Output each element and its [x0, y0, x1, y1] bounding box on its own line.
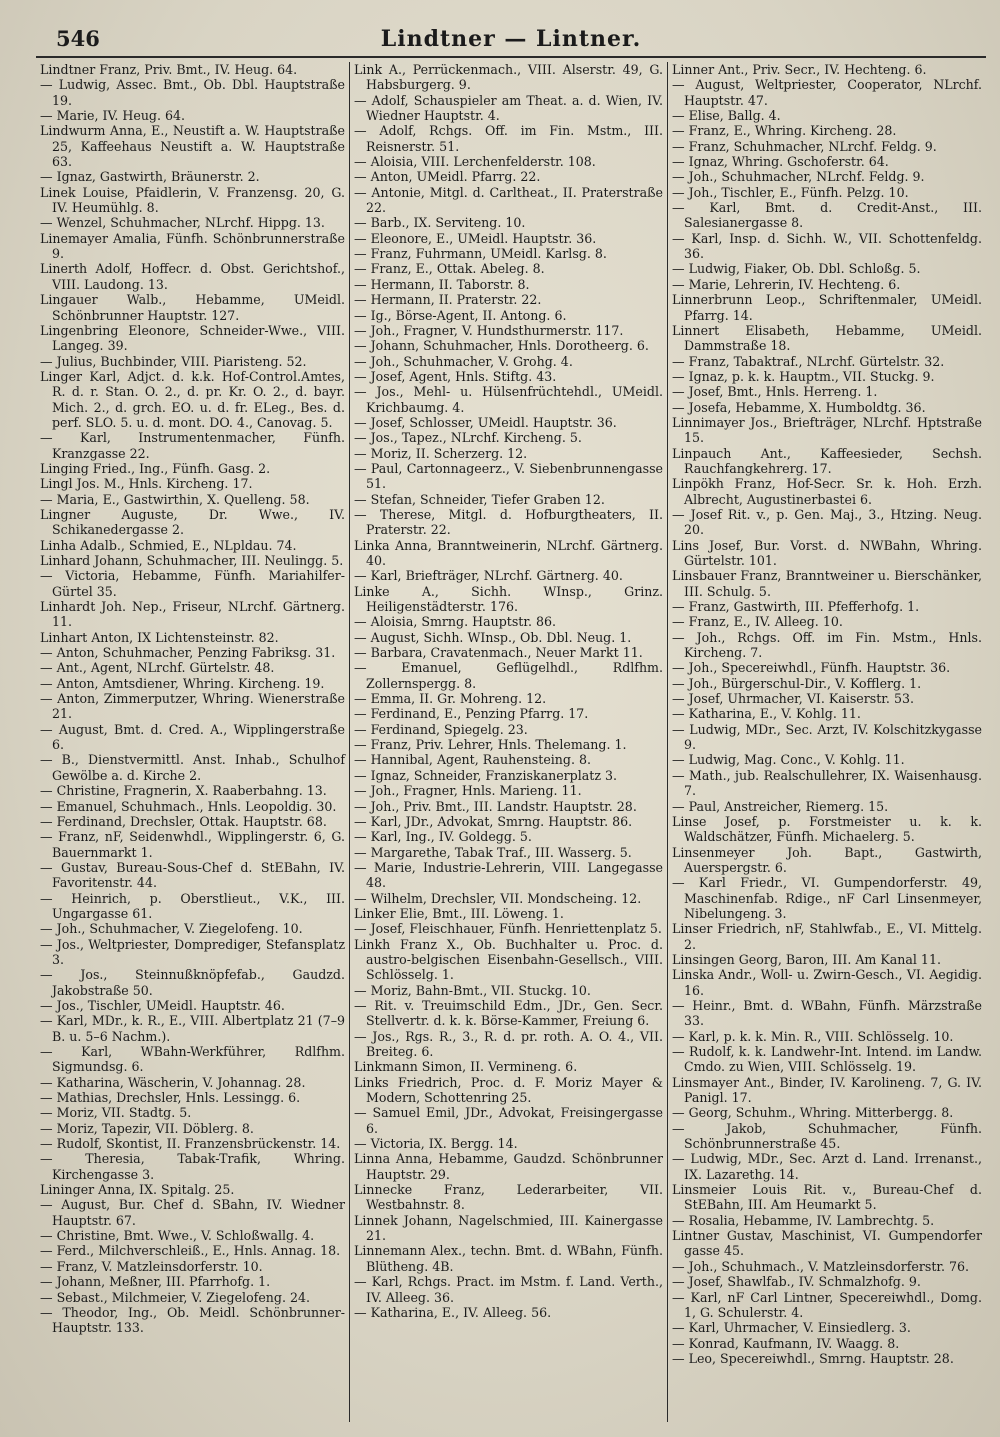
directory-entry: — August, Bmt. d. Cred. A., Wipplingerstraße 6.: [40, 721, 345, 753]
directory-entry: — Karl, JDr., Advokat, Smrng. Hauptstr. 86.: [354, 813, 633, 829]
directory-columns: [36, 62, 986, 1422]
directory-entry-surname: Linna Anna, Hebamme, Gaudzd. Schönbrunner Hauptstr. 29.: [354, 1151, 663, 1182]
directory-entry-surname: Linnimayer Jos., Briefträger, NLrchf. Hptstraße 15.: [672, 414, 982, 446]
directory-entry: — Moriz, II. Scherzerg. 12.: [354, 445, 528, 461]
directory-entry-surname: Linger Karl, Adjct. d. k.k. Hof-Control.Amtes, R. d. r. Stan. O. 2., d. pr. Kr. O. 2., d. bayr. Mich. 2., d. grch. EO. u. d. fr. ELeg., Bes. d. perf. SLO. 5. u. d. mont. DO. 4., Canovag. 5.: [40, 368, 345, 430]
directory-entry: — Victoria, Hebamme, Fünfh. Mariahilfer-Gürtel 35.: [40, 568, 345, 599]
directory-entry: — Franz, nF, Seidenwhdl., Wipplingerstr. 6, G. Bauernmarkt 1.: [40, 829, 345, 860]
directory-entry: — Elise, Ballg. 4.: [672, 108, 781, 124]
directory-entry: — Jos., Rgs. R., 3., R. d. pr. roth. A. O. 4., VII. Breiteg. 6.: [354, 1028, 663, 1059]
directory-entry-surname: Linska Andr., Woll- u. Zwirn-Gesch., VI. Aegidig. 16.: [672, 967, 982, 998]
directory-entry-surname: Linhart Anton, IX Lichtensteinstr. 82.: [40, 629, 279, 645]
directory-entry: — Ludwig, Assec. Bmt., Ob. Dbl. Hauptstraße 19.: [40, 77, 345, 108]
directory-entry: — Heinr., Bmt. d. WBahn, Fünfh. Märzstraße 33.: [672, 997, 982, 1029]
directory-entry: — Gustav, Bureau-Sous-Chef d. StEBahn, IV. Favoritenstr. 44.: [40, 859, 345, 891]
directory-entry: — Ferd., Milchverschleiß., E., Hnls. Annag. 18.: [40, 1243, 341, 1259]
directory-entry: — Joh., Specereiwhdl., Fünfh. Hauptstr. 36.: [672, 660, 951, 676]
directory-entry: — Georg, Schuhm., Whring. Mitterbergg. 8.: [672, 1105, 954, 1121]
directory-entry: — Josef, Bmt., Hnls. Herreng. 1.: [672, 384, 878, 400]
directory-entry: — Anton, Zimmerputzer, Whring. Wienerstraße 21.: [40, 691, 345, 722]
directory-entry: — Karl, p. k. k. Min. R., VIII. Schlösselg. 10.: [672, 1028, 954, 1044]
directory-entry: — Joh., Rchgs. Off. im Fin. Mstm., Hnls. Kircheng. 7.: [672, 629, 982, 661]
directory-entry: — Ferdinand, E., Penzing Pfarrg. 17.: [354, 706, 589, 722]
column-3: [667, 62, 986, 1422]
directory-entry-surname: Linsmeier Louis Rit. v., Bureau-Chef d. StEBahn, III. Am Heumarkt 5.: [672, 1182, 982, 1213]
page-number: 546: [56, 26, 100, 51]
directory-entry-surname: Linnek Johann, Nagelschmied, III. Kainergasse 21.: [354, 1212, 663, 1244]
directory-entry-surname: Link A., Perrückenmach., VIII. Alserstr. 49, G. Habsburgerg. 9.: [354, 62, 663, 93]
directory-entry: — Emma, II. Gr. Mohreng. 12.: [354, 691, 547, 707]
directory-entry-surname: Lindtner Franz, Priv. Bmt., IV. Heug. 64.: [40, 62, 298, 77]
directory-entry-surname: Linerth Adolf, Hoffecr. d. Obst. Gerichtshof., VIII. Laudong. 13.: [40, 261, 345, 292]
directory-entry-surname: Linkh Franz X., Ob. Buchhalter u. Proc. d. austro-belgischen Eisenbahn-Gesellsch., VIII. Schlösselg. 1.: [354, 936, 663, 983]
directory-entry: — Moriz, VII. Stadtg. 5.: [40, 1105, 192, 1121]
directory-entry-surname: Linsingen Georg, Baron, III. Am Kanal 11.: [672, 951, 941, 967]
directory-entry: — Rudolf, Skontist, II. Franzensbrückenstr. 14.: [40, 1136, 341, 1152]
directory-entry-surname: Linnerbrunn Leop., Schriftenmaler, UMeidl. Pfarrg. 14.: [672, 292, 982, 323]
directory-entry: — Franz, Schuhmacher, NLrchf. Feldg. 9.: [672, 138, 937, 154]
running-title: Lindtner — Lintner.: [380, 26, 642, 52]
page-header: [36, 22, 986, 58]
directory-entry: — August, Bur. Chef d. SBahn, IV. Wiedner Hauptstr. 67.: [40, 1197, 345, 1228]
directory-entry: — Rosalia, Hebamme, IV. Lambrechtg. 5.: [672, 1212, 935, 1228]
directory-entry: — Ignaz, p. k. k. Hauptm., VII. Stuckg. 9.: [672, 368, 935, 384]
directory-entry: — Karl, Rchgs. Pract. im Mstm. f. Land. Verth., IV. Alleeg. 36.: [354, 1274, 663, 1305]
directory-entry: — Katharina, E., V. Kohlg. 11.: [672, 706, 861, 722]
directory-entry: — Josef, Uhrmacher, VI. Kaiserstr. 53.: [672, 691, 914, 707]
directory-entry: — Joh., Schuhmacher, V. Grohg. 4.: [354, 353, 573, 369]
directory-entry-surname: Linser Friedrich, nF, Stahlwfab., E., VI. Mittelg. 2.: [672, 921, 982, 952]
directory-entry: — Hermann, II. Praterstr. 22.: [354, 292, 542, 308]
directory-entry: — Hannibal, Agent, Rauhensteing. 8.: [354, 752, 591, 768]
directory-entry: — Jos., Tapez., NLrchf. Kircheng. 5.: [354, 430, 582, 446]
directory-entry: — Joh., Schuhmacher, NLrchf. Feldg. 9.: [672, 169, 925, 185]
directory-entry: — Jakob, Schuhmacher, Fünfh. Schönbrunnerstraße 45.: [672, 1120, 982, 1152]
directory-entry: — Franz, E., Ottak. Abeleg. 8.: [354, 261, 545, 277]
directory-entry: — Karl, Uhrmacher, V. Einsiedlerg. 3.: [672, 1320, 911, 1336]
directory-entry: — Rudolf, k. k. Landwehr-Int. Intend. im Landw. Cmdo. zu Wien, VIII. Schlösselg. 19.: [672, 1044, 982, 1075]
directory-entry-surname: Lininger Anna, IX. Spitalg. 25.: [40, 1182, 235, 1198]
directory-entry-surname: Linemayer Amalia, Fünfh. Schönbrunnerstraße 9.: [40, 230, 345, 262]
directory-entry: — Marie, IV. Heug. 64.: [40, 108, 186, 124]
directory-entry: — Ludwig, Mag. Conc., V. Kohlg. 11.: [672, 752, 905, 768]
directory-entry: — Ignaz, Schneider, Franziskanerplatz 3.: [354, 767, 617, 783]
directory-entry: — Therese, Mitgl. d. Hofburgtheaters, II. Praterstr. 22.: [354, 506, 663, 538]
directory-entry: — Franz, Gastwirth, III. Pfefferhofg. 1.: [672, 599, 920, 615]
directory-entry: — Heinrich, p. Oberstlieut., V.K., III. Ungargasse 61.: [40, 890, 345, 921]
directory-entry: — August, Sichh. WInsp., Ob. Dbl. Neug. 1.: [354, 629, 632, 645]
directory-entry: — Karl, Insp. d. Sichh. W., VII. Schottenfeldg. 36.: [672, 230, 982, 262]
directory-entry: — Sebast., Milchmeier, V. Ziegelofeng. 24.: [40, 1289, 310, 1305]
directory-entry: — Ludwig, Fiaker, Ob. Dbl. Schloßg. 5.: [672, 261, 921, 277]
directory-entry: — Adolf, Schauspieler am Theat. a. d. Wien, IV. Wiedner Hauptstr. 4.: [354, 92, 663, 124]
directory-entry: — Ferdinand, Drechsler, Ottak. Hauptstr. 68.: [40, 813, 327, 829]
directory-entry-surname: Lins Josef, Bur. Vorst. d. NWBahn, Whring. Gürtelstr. 101.: [672, 537, 982, 568]
directory-entry: — Jos., Mehl- u. Hülsenfrüchtehdl., UMeidl. Krichbaumg. 4.: [354, 384, 663, 415]
directory-entry: — Josef, Schlosser, UMeidl. Hauptstr. 36.: [354, 414, 617, 430]
directory-entry: — Ludwig, MDr., Sec. Arzt d. Land. Irrenanst., IX. Lazarethg. 14.: [672, 1151, 982, 1182]
directory-entry: — Marie, Lehrerin, IV. Hechteng. 6.: [672, 276, 901, 292]
directory-entry: — Moriz, Tapezir, VII. Döblerg. 8.: [40, 1120, 254, 1136]
directory-entry-surname: Linsbauer Franz, Branntweiner u. Bierschänker, III. Schulg. 5.: [672, 568, 982, 599]
directory-entry: — Jos., Steinnußknöpfefab., Gaudzd. Jakobstraße 50.: [40, 967, 345, 998]
column-1: [36, 62, 349, 1422]
directory-entry: — Franz, Priv. Lehrer, Hnls. Thelemang. 1.: [354, 737, 627, 753]
directory-entry: — Julius, Buchbinder, VIII. Piaristeng. 52.: [40, 353, 307, 369]
directory-entry: — Jos., Tischler, UMeidl. Hauptstr. 46.: [40, 997, 285, 1013]
directory-entry-surname: Lingl Jos. M., Hnls. Kircheng. 17.: [40, 476, 253, 492]
directory-entry: — Konrad, Kaufmann, IV. Waagg. 8.: [672, 1335, 900, 1351]
directory-entry-surname: Linging Fried., Ing., Fünfh. Gasg. 2.: [40, 460, 271, 476]
directory-entry: — Margarethe, Tabak Traf., III. Wasserg. 5.: [354, 844, 632, 860]
directory-entry: — Karl, WBahn-Werkführer, Rdlfhm. Sigmundsg. 6.: [40, 1044, 345, 1075]
directory-entry-surname: Linnert Elisabeth, Hebamme, UMeidl. Dammstraße 18.: [672, 322, 982, 354]
directory-entry: — Theresia, Tabak-Trafik, Whring. Kirchengasse 3.: [40, 1151, 345, 1182]
directory-entry: — Wilhelm, Drechsler, VII. Mondscheing. 12.: [354, 890, 642, 906]
directory-entry: — Joh., Priv. Bmt., III. Landstr. Hauptstr. 28.: [354, 798, 637, 814]
directory-entry: — Josefa, Hebamme, X. Humboldtg. 36.: [672, 399, 926, 415]
directory-entry: — Emanuel, Schuhmach., Hnls. Leopoldig. 30.: [40, 798, 337, 814]
directory-entry: — Adolf, Rchgs. Off. im Fin. Mstm., III. Reisnerstr. 51.: [354, 123, 663, 154]
directory-entry: — Math., jub. Realschullehrer, IX. Waisenhausg. 7.: [672, 767, 982, 799]
directory-entry-surname: Linsmayer Ant., Binder, IV. Karolineng. 7, G. IV. Panigl. 17.: [672, 1074, 982, 1106]
directory-entry: — August, Weltpriester, Cooperator, NLrchf. Hauptstr. 47.: [672, 77, 982, 108]
directory-entry-surname: Linha Adalb., Schmied, E., NLpldau. 74.: [40, 537, 297, 553]
directory-entry: — Leo, Specereiwhdl., Smrng. Hauptstr. 28.: [672, 1350, 954, 1366]
directory-entry: — Christine, Fragnerin, X. Raaberbahng. 13.: [40, 783, 327, 799]
directory-entry: — Jos., Weltpriester, Domprediger, Stefansplatz 3.: [40, 936, 345, 967]
directory-entry: — Barbara, Cravatenmach., Neuer Markt 11.: [354, 645, 643, 661]
directory-entry: — Karl, Bmt. d. Credit-Anst., III. Salesianergasse 8.: [672, 200, 982, 231]
directory-entry-surname: Lingner Auguste, Dr. Wwe., IV. Schikanedergasse 2.: [40, 506, 345, 538]
directory-entry: — Aloisia, VIII. Lerchenfelderstr. 108.: [354, 154, 596, 170]
directory-entry: — Paul, Anstreicher, Riemerg. 15.: [672, 798, 889, 814]
directory-entry: — Ant., Agent, NLrchf. Gürtelstr. 48.: [40, 660, 275, 676]
directory-entry: — Paul, Cartonnageerz., V. Siebenbrunnengasse 51.: [354, 460, 663, 492]
directory-entry: — Joh., Fragner, V. Hundsthurmerstr. 117.: [354, 322, 624, 338]
directory-entry: — Aloisia, Smrng. Hauptstr. 86.: [354, 614, 557, 630]
directory-entry: — Emanuel, Geflügelhdl., Rdlfhm. Zollernspergg. 8.: [354, 660, 663, 691]
directory-entry: — Karl, Instrumentenmacher, Fünfh. Kranzgasse 22.: [40, 430, 345, 461]
directory-entry: — Maria, E., Gastwirthin, X. Quelleng. 58.: [40, 491, 310, 507]
directory-entry: — Josef, Agent, Hnls. Stiftg. 43.: [354, 368, 557, 384]
directory-entry-surname: Linpökh Franz, Hof-Secr. Sr. k. Hoh. Erzh. Albrecht, Augustinerbastei 6.: [672, 476, 982, 507]
directory-entry: — Victoria, IX. Bergg. 14.: [354, 1136, 518, 1152]
directory-entry-surname: Linke A., Sichh. WInsp., Grinz. Heiligenstädterstr. 176.: [354, 583, 663, 615]
directory-entry: — Hermann, II. Taborstr. 8.: [354, 276, 530, 292]
directory-entry-surname: Linkmann Simon, II. Vermineng. 6.: [354, 1059, 578, 1075]
directory-entry: — Karl, Ing., IV. Goldegg. 5.: [354, 829, 532, 845]
directory-entry: — Stefan, Schneider, Tiefer Graben 12.: [354, 491, 605, 507]
directory-entry: — Christine, Bmt. Wwe., V. Schloßwallg. 4.: [40, 1228, 315, 1244]
directory-entry: — Marie, Industrie-Lehrerin, VIII. Langegasse 48.: [354, 859, 663, 891]
directory-entry: — Karl Friedr., VI. Gumpendorferstr. 49, Maschinenfab. Rdige., nF Carl Linsenmeyer, Nibelungeng. 3.: [672, 875, 982, 921]
directory-entry: — Franz, Fuhrmann, UMeidl. Karlsg. 8.: [354, 246, 607, 262]
column-2: [349, 62, 667, 1422]
directory-entry-surname: Linse Josef, p. Forstmeister u. k. k. Waldschätzer, Fünfh. Michaelerg. 5.: [672, 813, 982, 845]
directory-entry: — Ignaz, Gastwirth, Bräunerstr. 2.: [40, 169, 260, 185]
directory-entry-surname: Linnemann Alex., techn. Bmt. d. WBahn, Fünfh. Blütheng. 4B.: [354, 1243, 663, 1274]
directory-entry: — B., Dienstvermittl. Anst. Inhab., Schulhof Gewölbe a. d. Kirche 2.: [40, 752, 345, 783]
directory-entry: — Johann, Meßner, III. Pfarrhofg. 1.: [40, 1274, 271, 1290]
directory-entry-surname: Linek Louise, Pfaidlerin, V. Franzensg. 20, G. IV. Heumühlg. 8.: [40, 184, 345, 216]
directory-entry-surname: Linker Elie, Bmt., III. Löweng. 1.: [354, 905, 564, 921]
directory-entry: — Eleonore, E., UMeidl. Hauptstr. 36.: [354, 230, 597, 246]
directory-entry: — Johann, Schuhmacher, Hnls. Dorotheerg. 6.: [354, 338, 649, 354]
directory-entry: — Katharina, E., IV. Alleeg. 56.: [354, 1304, 552, 1320]
directory-entry: — Joh., Fragner, Hnls. Marieng. 11.: [354, 783, 582, 799]
directory-entry: — Ignaz, Whring. Gschoferstr. 64.: [672, 154, 889, 170]
directory-entry: — Joh., Tischler, E., Fünfh. Pelzg. 10.: [672, 184, 909, 200]
directory-entry: — Karl, MDr., k. R., E., VIII. Albertplatz 21 (7–9 B. u. 5–6 Nachm.).: [40, 1013, 345, 1044]
directory-entry: — Ig., Börse-Agent, II. Antong. 6.: [354, 307, 567, 323]
directory-entry: — Barb., IX. Serviteng. 10.: [354, 215, 526, 231]
directory-entry: — Franz, V. Matzleinsdorferstr. 10.: [40, 1258, 263, 1274]
directory-entry: — Franz, Tabaktraf., NLrchf. Gürtelstr. 32.: [672, 353, 945, 369]
directory-entry-surname: Lingenbring Eleonore, Schneider-Wwe., VIII. Langeg. 39.: [40, 322, 345, 354]
directory-entry-surname: Lintner Gustav, Maschinist, VI. Gumpendorfer gasse 45.: [672, 1228, 982, 1259]
directory-entry: — Katharina, Wäscherin, V. Johannag. 28.: [40, 1074, 306, 1090]
directory-entry-surname: Lindwurm Anna, E., Neustift a. W. Hauptstraße 25, Kaffeehaus Neustift a. W. Hauptstraße 63.: [40, 123, 345, 170]
directory-entry-surname: Linnecke Franz, Lederarbeiter, VII. Westbahnstr. 8.: [354, 1182, 663, 1213]
directory-entry: — Ferdinand, Spiegelg. 23.: [354, 721, 528, 737]
directory-entry-surname: Linner Ant., Priv. Secr., IV. Hechteng. 6.: [672, 62, 927, 77]
directory-entry-surname: Lingauer Walb., Hebamme, UMeidl. Schönbrunner Hauptstr. 127.: [40, 292, 345, 323]
directory-entry: — Karl, nF Carl Lintner, Specereiwhdl., Domg. 1, G. Schulerstr. 4.: [672, 1289, 982, 1320]
directory-entry: — Franz, E., IV. Alleeg. 10.: [672, 614, 843, 630]
directory-entry-surname: Linsenmeyer Joh. Bapt., Gastwirth, Auerspergstr. 6.: [672, 844, 982, 875]
directory-entry: — Joh., Schuhmacher, V. Ziegelofeng. 10.: [40, 921, 303, 937]
directory-entry: — Theodor, Ing., Ob. Meidl. Schönbrunner-Hauptstr. 133.: [40, 1304, 345, 1336]
directory-entry: — Mathias, Drechsler, Hnls. Lessingg. 6.: [40, 1090, 301, 1106]
directory-entry: — Franz, E., Whring. Kircheng. 28.: [672, 123, 897, 139]
directory-entry: — Ludwig, MDr., Sec. Arzt, IV. Kolschitzkygasse 9.: [672, 721, 982, 753]
directory-entry: — Rit. v. Treuimschild Edm., JDr., Gen. Secr. Stellvertr. d. k. k. Börse-Kammer, Freiung 6.: [354, 997, 663, 1029]
directory-entry: — Antonie, Mitgl. d. Carltheat., II. Praterstraße 22.: [354, 184, 663, 216]
directory-entry-surname: Linpauch Ant., Kaffeesieder, Sechsh. Rauchfangkehrerg. 17.: [672, 445, 982, 476]
directory-entry: — Anton, Amtsdiener, Whring. Kircheng. 19.: [40, 675, 325, 691]
directory-entry-surname: Linhardt Joh. Nep., Friseur, NLrchf. Gärtnerg. 11.: [40, 599, 345, 630]
directory-entry: — Wenzel, Schuhmacher, NLrchf. Hippg. 13.: [40, 215, 325, 231]
directory-entry-surname: Linhard Johann, Schuhmacher, III. Neulingg. 5.: [40, 553, 344, 568]
directory-entry-surname: Linka Anna, Branntweinerin, NLrchf. Gärtnerg. 40.: [354, 537, 663, 568]
directory-entry: — Josef, Fleischhauer, Fünfh. Henriettenplatz 5.: [354, 921, 662, 937]
directory-entry: — Moriz, Bahn-Bmt., VII. Stuckg. 10.: [354, 982, 591, 998]
directory-entry: — Samuel Emil, JDr., Advokat, Freisingergasse 6.: [354, 1105, 663, 1136]
directory-entry: — Anton, UMeidl. Pfarrg. 22.: [354, 169, 541, 185]
directory-entry: — Joh., Schuhmach., V. Matzleinsdorferstr. 76.: [672, 1258, 970, 1274]
directory-entry: — Joh., Bürgerschul-Dir., V. Kofflerg. 1.: [672, 675, 922, 691]
directory-entry: — Anton, Schuhmacher, Penzing Fabriksg. 31.: [40, 645, 336, 661]
directory-entry-surname: Links Friedrich, Proc. d. F. Moriz Mayer & Modern, Schottenring 25.: [354, 1074, 663, 1106]
directory-entry: — Karl, Briefträger, NLrchf. Gärtnerg. 40.: [354, 568, 623, 584]
directory-entry: — Josef Rit. v., p. Gen. Maj., 3., Htzing. Neug. 20.: [672, 506, 982, 538]
directory-entry: — Josef, Shawlfab., IV. Schmalzhofg. 9.: [672, 1274, 921, 1290]
